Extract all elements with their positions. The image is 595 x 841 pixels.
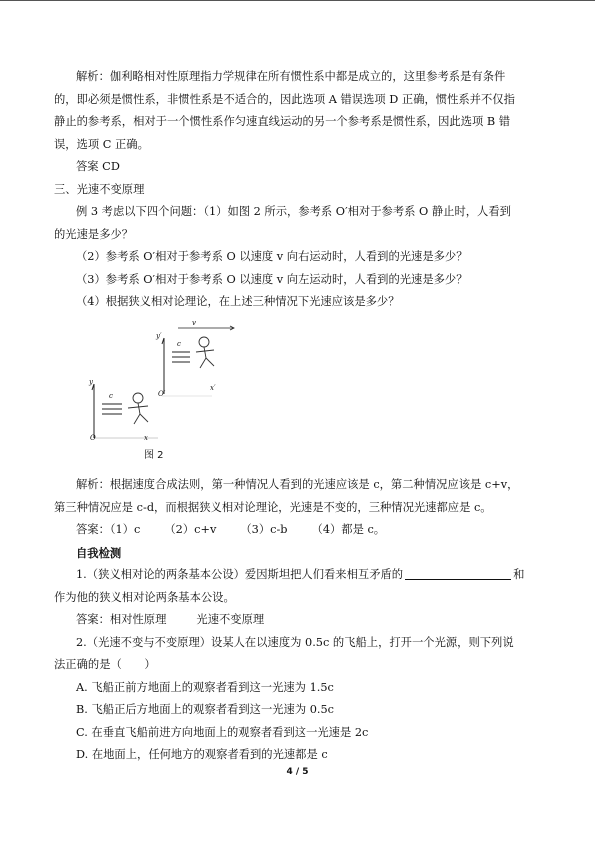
- label-o-prime: O′: [158, 390, 166, 398]
- answer-item: （3）c-b: [240, 523, 288, 536]
- figure-drawing: [82, 318, 242, 460]
- answer-line: 答案 CD: [76, 160, 120, 173]
- answer-item: （4）都是 c。: [311, 523, 386, 536]
- fill-in-blank: [405, 567, 511, 580]
- analysis-line: 第三种情况应是 c-d，而根据狭义相对论理论，光速是不变的，三种情况光速都应是 c。: [54, 500, 492, 514]
- answer-text: 光速不变原理: [196, 613, 265, 626]
- section-heading-selfcheck: 自我检测: [76, 545, 122, 560]
- label-x: x: [144, 434, 148, 442]
- figure-caption: 图 2: [144, 450, 164, 461]
- question-line: 2.（光速不变与不变原理）设某人在以速度为 0.5c 的飞船上，打开一个光源，则下列说: [76, 635, 514, 649]
- answer-line: [54, 609, 564, 632]
- answer-label: 答案：: [76, 523, 110, 536]
- option-b: B. 飞船正后方地面上的观察者看到这一光速为 0.5c: [76, 703, 335, 716]
- page-number: 4 / 5: [286, 767, 309, 777]
- label-y: y: [89, 378, 93, 386]
- question-item: （2）参考系 O′相对于参考系 O 以速度 v 向右运动时，人看到的光速是多少？: [76, 250, 468, 263]
- analysis-line: 解析：根据速度合成法则，第一种情况人看到的光速应该是 c，第二种情况应该是 c+v，: [76, 478, 519, 491]
- answer-line: [54, 519, 564, 542]
- answer-item: （1）c: [109, 523, 141, 536]
- question-text: 1.（狭义相对论的两条基本公设）爱因斯坦把人们看来相互矛盾的: [76, 568, 404, 581]
- question-line: 法正确的是（ ）: [54, 658, 156, 671]
- analysis-paragraph-line: 静止的参考系，相对于一个惯性系作匀速直线运动的另一个参考系是惯性系，因此选项 B 错: [54, 115, 511, 128]
- analysis-paragraph-line: 的，即必须是惯性系，非惯性系是不适合的，因此选项 A 错误选项 D 正确，惯性系并不仅指: [54, 92, 515, 106]
- analysis-paragraph-line: 误，选项 C 正确。: [54, 137, 149, 151]
- option-a: A. 飞船正前方地面上的观察者看到这一光速为 1.5c: [76, 680, 334, 694]
- question-line: 作为他的狭义相对论两条基本公设。: [54, 590, 235, 604]
- answer-item: （2）c+v: [164, 523, 217, 536]
- figure-reference-frames: [82, 318, 242, 460]
- question-text: 和: [513, 568, 525, 581]
- analysis-paragraph-line: 解析：伽利略相对性原理指力学规律在所有惯性系中都是成立的，这里参考系是有条件: [76, 70, 506, 83]
- label-c-prime: c: [177, 340, 181, 348]
- question-item: （3）参考系 O′相对于参考系 O 以速度 v 向左运动时，人看到的光速是多少？: [76, 272, 468, 286]
- answer-text: 答案：相对性原理: [76, 613, 167, 626]
- example-line: 的光速是多少？: [54, 227, 134, 241]
- label-x-prime: x′: [210, 384, 216, 392]
- label-y-prime: y′: [156, 332, 162, 340]
- label-v: v: [192, 319, 196, 327]
- option-c: C. 在垂直飞船前进方向地面上的观察者看到这一光速是 2c: [76, 725, 369, 739]
- label-o: O: [90, 434, 96, 442]
- section-heading: 三、光速不变原理: [54, 182, 145, 196]
- option-d: D. 在地面上，任何地方的观察者看到的光速都是 c: [76, 748, 328, 761]
- moving-observer-figure: [196, 337, 214, 368]
- example-line: 例 3 考虑以下四个问题：（1）如图 2 所示，参考系 O′相对于参考系 O 静止时，人看到: [76, 205, 511, 218]
- question-line: [54, 564, 564, 587]
- page-top-rule: [0, 0, 595, 1]
- observer-figure: [128, 393, 148, 424]
- question-item: （4）根据狭义相对论理论，在上述三种情况下光速应该是多少？: [76, 295, 400, 308]
- label-c: c: [109, 392, 113, 400]
